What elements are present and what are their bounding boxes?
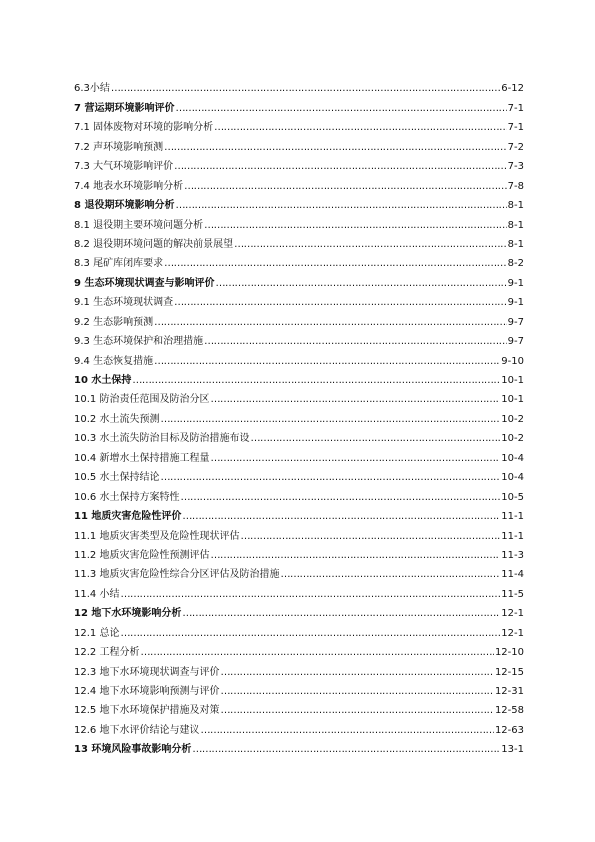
toc-dot-leader <box>175 103 506 115</box>
toc-section-entry[interactable] <box>74 173 524 192</box>
toc-entry-title: 9.1 生态环境现状调查 <box>74 297 174 309</box>
toc-page-number: 9-7 <box>507 316 524 328</box>
toc-section-entry[interactable] <box>74 484 524 503</box>
toc-page-number: 11-3 <box>501 549 524 561</box>
toc-dot-leader <box>164 258 507 270</box>
toc-entry-title: 12.5 地下水环境保护措施及对策 <box>74 705 220 717</box>
toc-entry-title: 9.4 生态恢复措施 <box>74 355 154 367</box>
toc-page-number: 8-2 <box>507 258 524 270</box>
toc-dot-leader <box>174 297 507 309</box>
toc-page-number: 7-8 <box>507 180 524 192</box>
toc-page-number: 11-1 <box>501 530 524 542</box>
toc-dot-leader <box>174 161 507 173</box>
toc-chapter-entry[interactable] <box>74 95 524 114</box>
toc-dot-leader <box>120 628 500 640</box>
toc-page-number: 7-3 <box>507 161 524 173</box>
toc-entry-title: 11.3 地质灾害危险性综合分区评估及防治措施 <box>74 569 280 581</box>
toc-section-entry[interactable] <box>74 426 524 445</box>
toc-dot-leader <box>210 550 500 562</box>
toc-entry-title: 8.3 尾矿库闭库要求 <box>74 258 164 270</box>
toc-section-entry[interactable] <box>74 679 524 698</box>
toc-dot-leader <box>111 83 500 95</box>
toc-page-number: 10-4 <box>501 452 524 464</box>
toc-page-number: 10-2 <box>501 433 524 445</box>
toc-page-number: 11-4 <box>501 569 524 581</box>
toc-section-entry[interactable] <box>74 717 524 736</box>
toc-page-number: 8-1 <box>507 219 524 231</box>
toc-dot-leader <box>180 492 500 504</box>
toc-entry-title: 12.6 地下水评价结论与建议 <box>74 724 200 736</box>
toc-entry-title: 10.3 水土流失防治目标及防治措施布设 <box>74 433 250 445</box>
toc-entry-title: 9.2 生态影响预测 <box>74 316 154 328</box>
toc-page-number: 10-1 <box>501 375 524 386</box>
toc-entry-title: 7.2 声环境影响预测 <box>74 141 164 153</box>
toc-dot-leader <box>250 433 500 445</box>
toc-entry-title: 12.2 工程分析 <box>74 647 140 659</box>
toc-dot-leader <box>154 317 507 329</box>
toc-entry-title: 12 地下水环境影响分析 <box>74 608 182 620</box>
toc-section-entry[interactable] <box>74 659 524 678</box>
toc-entry-title: 8 退役期环境影响分析 <box>74 200 175 212</box>
toc-entry-title: 7.4 地表水环境影响分析 <box>74 180 184 192</box>
toc-entry-title: 10 水土保持 <box>74 375 132 386</box>
toc-chapter-entry[interactable] <box>74 601 524 620</box>
toc-dot-leader <box>182 608 500 620</box>
toc-dot-leader <box>120 589 500 601</box>
toc-dot-leader <box>192 744 500 756</box>
toc-dot-leader <box>204 336 507 348</box>
toc-section-entry[interactable] <box>74 387 524 406</box>
toc-section-entry[interactable] <box>74 581 524 600</box>
toc-dot-leader <box>220 705 493 717</box>
toc-page-number: 7-1 <box>507 122 524 134</box>
toc-section-entry[interactable] <box>74 329 524 348</box>
toc-page-number: 12-10 <box>494 647 524 659</box>
toc-page-number: 6-12 <box>501 83 524 95</box>
toc-entry-title: 10.4 新增水土保持措施工程量 <box>74 452 210 464</box>
toc-section-entry[interactable] <box>74 640 524 659</box>
toc-page-number: 11-5 <box>501 588 524 600</box>
toc-entry-title: 10.1 防治责任范围及防治分区 <box>74 394 210 406</box>
toc-page-number: 12-63 <box>494 724 524 736</box>
toc-dot-leader <box>154 356 500 368</box>
toc-entry-title: 11.2 地质灾害危险性预测评估 <box>74 549 210 561</box>
toc-dot-leader <box>220 686 493 698</box>
toc-section-entry[interactable] <box>74 212 524 231</box>
toc-dot-leader <box>220 667 493 679</box>
toc-dot-leader <box>160 414 500 426</box>
toc-page-number: 9-7 <box>507 336 524 348</box>
toc-page-number: 10-4 <box>501 472 524 484</box>
toc-section-entry[interactable] <box>74 348 524 367</box>
toc-page-number: 13-1 <box>501 744 524 756</box>
toc-page-number: 12-58 <box>494 705 524 717</box>
toc-chapter-entry[interactable] <box>74 270 524 289</box>
toc-entry-title: 8.2 退役期环境问题的解决前景展望 <box>74 238 234 250</box>
toc-dot-leader <box>210 394 500 406</box>
toc-page-number: 10-2 <box>501 413 524 425</box>
toc-dot-leader <box>132 375 500 387</box>
toc-page-number: 9-1 <box>507 277 524 289</box>
toc-entry-title: 12.4 地下水环境影响预测与评价 <box>74 686 220 697</box>
toc-section-entry[interactable] <box>74 543 524 562</box>
toc-chapter-entry[interactable] <box>74 193 524 212</box>
toc-entry-title: 13 环境风险事故影响分析 <box>74 744 192 756</box>
toc-section-entry[interactable] <box>74 620 524 639</box>
toc-page-number: 10-1 <box>501 394 524 406</box>
toc-entry-title: 10.5 水土保持结论 <box>74 472 160 484</box>
toc-page-number: 9-10 <box>501 355 524 367</box>
toc-entry-title: 11.4 小结 <box>74 588 120 600</box>
toc-entry-title: 9 生态环境现状调查与影响评价 <box>74 277 215 289</box>
toc-page-number: 11-1 <box>501 511 524 523</box>
toc-page-number: 8-1 <box>507 200 524 212</box>
toc-dot-leader <box>182 511 500 523</box>
toc-entry-title: 7.1 固体废物对环境的影响分析 <box>74 122 214 134</box>
toc-dot-leader <box>184 181 507 193</box>
toc-page-number: 7-1 <box>507 102 524 114</box>
toc-page-number: 12-15 <box>494 666 524 678</box>
toc-chapter-entry[interactable] <box>74 504 524 523</box>
toc-section-entry[interactable] <box>74 406 524 425</box>
toc-dot-leader <box>214 122 507 134</box>
toc-section-entry[interactable] <box>74 465 524 484</box>
toc-page-number: 12-1 <box>501 608 524 620</box>
toc-section-entry[interactable] <box>74 76 524 95</box>
toc-page-number: 12-1 <box>501 627 524 639</box>
toc-dot-leader <box>280 569 500 581</box>
toc-entry-title: 9.3 生态环境保护和治理措施 <box>74 336 204 348</box>
toc-dot-leader <box>164 142 507 154</box>
toc-dot-leader <box>215 278 506 290</box>
toc-dot-leader <box>160 472 500 484</box>
toc-chapter-entry[interactable] <box>74 737 524 756</box>
toc-section-entry[interactable] <box>74 445 524 464</box>
toc-section-entry[interactable] <box>74 115 524 134</box>
toc-section-entry[interactable] <box>74 523 524 542</box>
toc-section-entry[interactable] <box>74 290 524 309</box>
toc-entry-title: 12.1 总论 <box>74 627 120 639</box>
toc-section-entry[interactable] <box>74 309 524 328</box>
toc-entry-title: 11 地质灾害危险性评价 <box>74 511 182 523</box>
toc-entry-title: 6.3小结 <box>74 83 110 95</box>
toc-entry-title: 7.3 大气环境影响评价 <box>74 161 174 173</box>
toc-page-number: 10-5 <box>501 491 524 503</box>
toc-page-number: 12-31 <box>494 686 524 697</box>
toc-entry-title: 10.6 水土保持方案特性 <box>74 491 180 503</box>
toc-page-number: 9-1 <box>507 297 524 309</box>
toc-entry-title: 10.2 水土流失预测 <box>74 413 160 425</box>
toc-section-entry[interactable] <box>74 698 524 717</box>
toc-entry-title: 7 营运期环境影响评价 <box>74 102 175 114</box>
toc-section-entry[interactable] <box>74 562 524 581</box>
toc-dot-leader <box>204 220 507 232</box>
toc-dot-leader <box>210 453 500 465</box>
toc-dot-leader <box>234 239 507 251</box>
toc-section-entry[interactable] <box>74 134 524 153</box>
toc-dot-leader <box>240 531 500 543</box>
toc-chapter-entry[interactable] <box>74 368 524 387</box>
toc-dot-leader <box>200 725 493 737</box>
toc-section-entry[interactable] <box>74 232 524 251</box>
toc-dot-leader <box>140 647 493 659</box>
toc-entry-title: 8.1 退役期主要环境问题分析 <box>74 219 204 231</box>
toc-dot-leader <box>175 200 506 212</box>
toc-section-entry[interactable] <box>74 154 524 173</box>
toc-page-number: 8-1 <box>507 238 524 250</box>
toc-entry-title: 12.3 地下水环境现状调查与评价 <box>74 666 220 678</box>
toc-entry-title: 11.1 地质灾害类型及危险性现状评估 <box>74 530 240 542</box>
toc-page-number: 7-2 <box>507 141 524 153</box>
table-of-contents <box>74 76 524 756</box>
toc-section-entry[interactable] <box>74 251 524 270</box>
